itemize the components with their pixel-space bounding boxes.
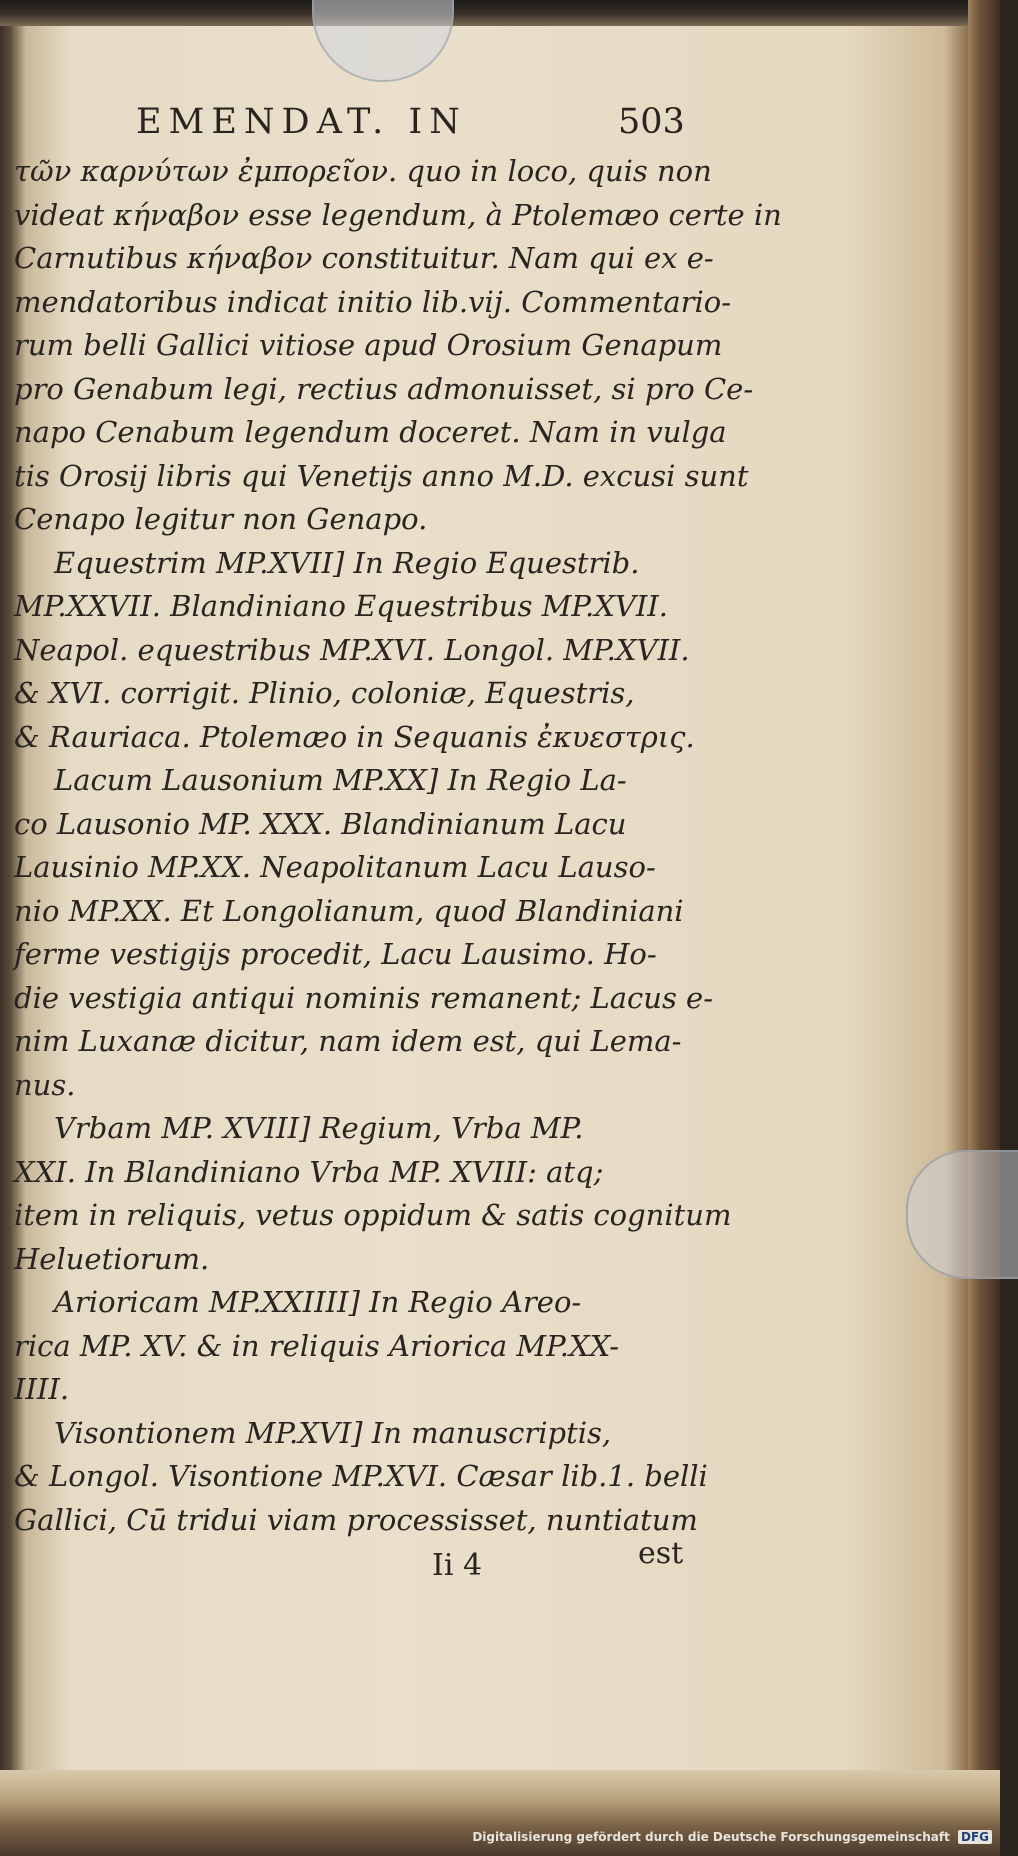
printed-page xyxy=(14,96,782,1592)
text-line: nus. xyxy=(14,1067,76,1102)
text-line: rica MP. XV. & in reliquis Ariorica MP.XX- xyxy=(14,1328,620,1363)
dfg-logo: DFG xyxy=(958,1830,992,1844)
text-line: & Rauriaca. Ptolemæo in Sequanis ἐκυεστρις. xyxy=(14,719,695,754)
text-line: Equestrim MP.XVII] In Regio Equestrib. xyxy=(54,545,640,580)
text-line: item in reliquis, vetus oppidum & satis cognitum xyxy=(14,1198,732,1232)
text-line: Carnutibus κήναβον constituitur. Nam qui ex e- xyxy=(14,241,714,275)
text-line: Lausinio MP.XX. Neapolitanum Lacu Lauso- xyxy=(14,850,656,884)
text-line: mendatoribus indicat initio lib.vij. Commentario- xyxy=(14,284,732,319)
digitization-credit xyxy=(472,1830,992,1844)
text-line: Visontionem MP.XVI] In manuscriptis, xyxy=(54,1415,612,1450)
text-line: τῶν καρνύτων ἐμπορεῖον. quo in loco, quis non xyxy=(14,154,712,188)
text-line: & XVI. corrigit. Plinio, coloniæ, Equestris, xyxy=(14,676,635,710)
text-line: Lacum Lausonium MP.XX] In Regio La- xyxy=(54,763,627,797)
text-line: tis Orosij libris qui Venetijs anno M.D. excusi sunt xyxy=(14,458,749,493)
text-line: Neapol. equestribus MP.XVI. Longol. MP.XVII. xyxy=(14,632,690,667)
running-title: EMENDAT. IN xyxy=(136,102,467,142)
text-line: MP.XXVII. Blandiniano Equestribus MP.XVII. xyxy=(14,589,668,623)
text-line: Cenapo legitur non Genapo. xyxy=(14,502,428,536)
text-line: & Longol. Visontione MP.XVI. Cæsar lib.1. belli xyxy=(14,1459,708,1493)
text-line: XXI. In Blandiniano Vrba MP. XVIII: atq; xyxy=(14,1154,604,1189)
text-line: rum belli Gallici vitiose apud Orosium Genapum xyxy=(14,328,723,362)
catchword: est xyxy=(638,1536,684,1571)
page-clip-top xyxy=(312,0,454,82)
text-block xyxy=(14,150,782,1542)
text-line: Gallici, Cū tridui viam processisset, nuntiatum xyxy=(14,1502,698,1537)
credit-text: Digitalisierung gefördert durch die Deutsche Forschungsgemeinschaft xyxy=(472,1830,950,1844)
page-footer xyxy=(14,1536,704,1592)
signature-mark: Ii 4 xyxy=(432,1548,483,1583)
text-line: co Lausonio MP. XXX. Blandinianum Lacu xyxy=(14,806,627,841)
text-line: Arioricam MP.XXIIII] In Regio Areo- xyxy=(54,1285,582,1319)
text-line: die vestigia antiqui nominis remanent; Lacus e- xyxy=(14,980,714,1015)
page-header xyxy=(14,96,704,150)
page-clip-right xyxy=(906,1150,1018,1279)
text-line: napo Cenabum legendum doceret. Nam in vulga xyxy=(14,415,727,449)
page-number: 503 xyxy=(618,102,685,142)
text-line: Vrbam MP. XVIII] Regium, Vrba MP. xyxy=(54,1111,584,1145)
text-line: pro Genabum legi, rectius admonuisset, si pro Ce- xyxy=(14,371,754,406)
text-line: nio MP.XX. Et Longolianum, quod Blandiniani xyxy=(14,893,684,928)
text-line: nim Luxanæ dicitur, nam idem est, qui Lema- xyxy=(14,1024,682,1058)
book-top-edge xyxy=(0,0,1000,26)
text-line: videat κήναβον esse legendum, à Ptolemæo certe in xyxy=(14,197,782,232)
book-fore-edge xyxy=(968,0,1000,1856)
text-line: IIII. xyxy=(14,1372,70,1406)
text-line: ferme vestigijs procedit, Lacu Lausimo. Ho- xyxy=(14,937,657,971)
text-line: Heluetiorum. xyxy=(14,1241,210,1276)
